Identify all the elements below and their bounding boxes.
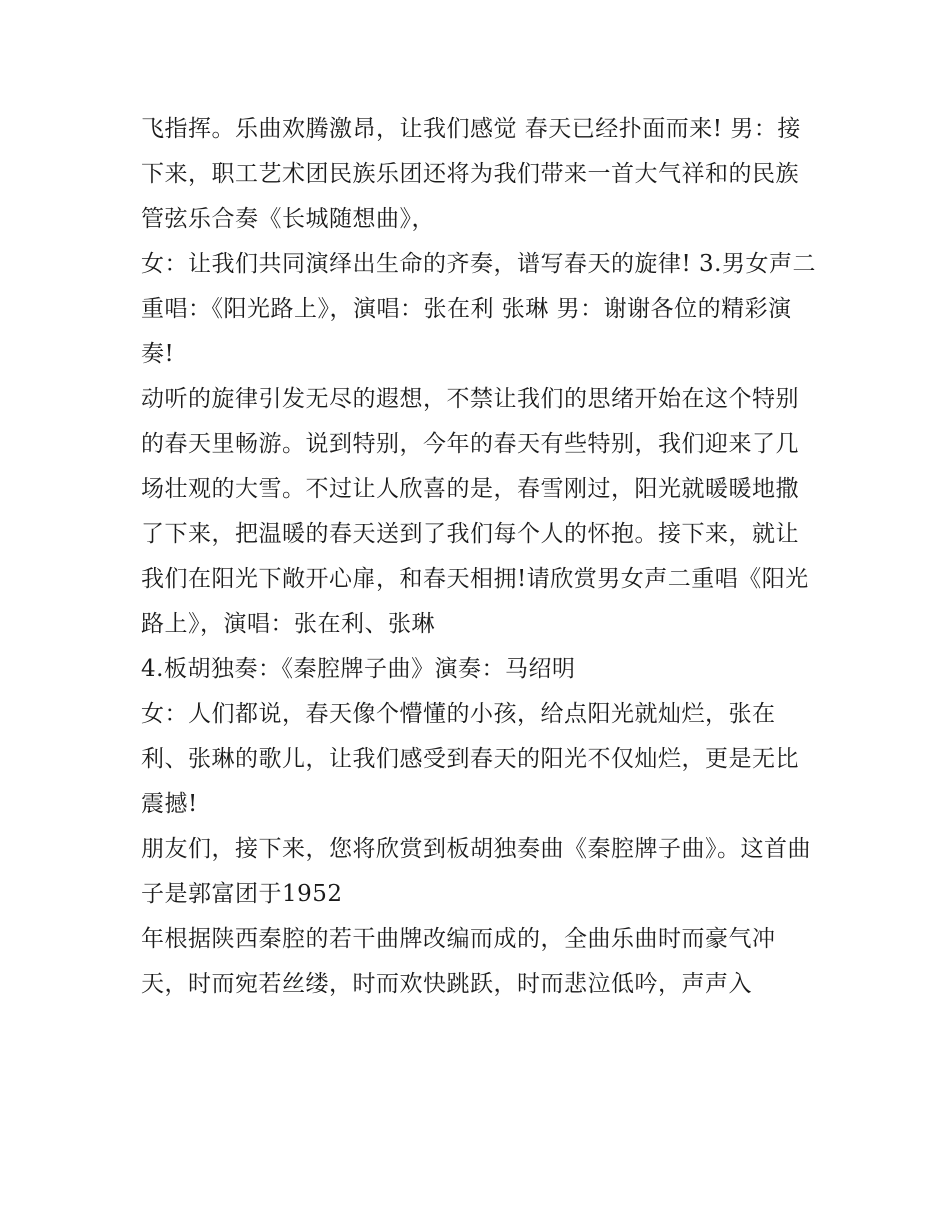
paragraph-7: 年根据陕西秦腔的若干曲牌改编而成的，全曲乐曲时而豪气冲天，时而宛若丝缕，时而欢快跳跃，时而悲泣低吟，声声入 — [141, 926, 776, 997]
paragraph-1: 飞指挥。乐曲欢腾激昂，让我们感觉 春天已经扑面而来! 男：接下来，职工艺术团民族乐团还将为我们带来一首大气祥和的民族管弦乐合奏《长城随想曲》， — [141, 116, 801, 232]
paragraph-5: 女：人们都说，春天像个懵懂的小孩，给点阳光就灿烂，张在利、张琳的歌儿，让我们感受到春天的阳光不仅灿烂，更是无比震撼! — [141, 701, 799, 817]
paragraph-6: 朋友们，接下来，您将欣赏到板胡独奏曲《秦腔牌子曲》。这首曲子是郭富团于1952 — [141, 836, 811, 907]
paragraph-4: 4.板胡独奏：《秦腔牌子曲》演奏：马绍明 — [141, 656, 576, 682]
document-body — [141, 107, 821, 1007]
paragraph-2: 女：让我们共同演绎出生命的齐奏，谱写春天的旋律! 3.男女声二重唱：《阳光路上》，演唱：张在利 张琳 男：谢谢各位的精彩演奏! — [141, 251, 816, 367]
paragraph-3: 动听的旋律引发无尽的遐想，不禁让我们的思绪开始在这个特别的春天里畅游。说到特别，今年的春天有些特别，我们迎来了几场壮观的大雪。不过让人欣喜的是，春雪刚过，阳光就暖暖地撒了下来，把温暖的春天送到了我们每个人的怀抱。接下来，就让我们在阳光下敞开心扉，和春天相拥!请欣赏男女声二重唱《阳光路上》，演唱：张在利、张琳 — [141, 386, 809, 637]
